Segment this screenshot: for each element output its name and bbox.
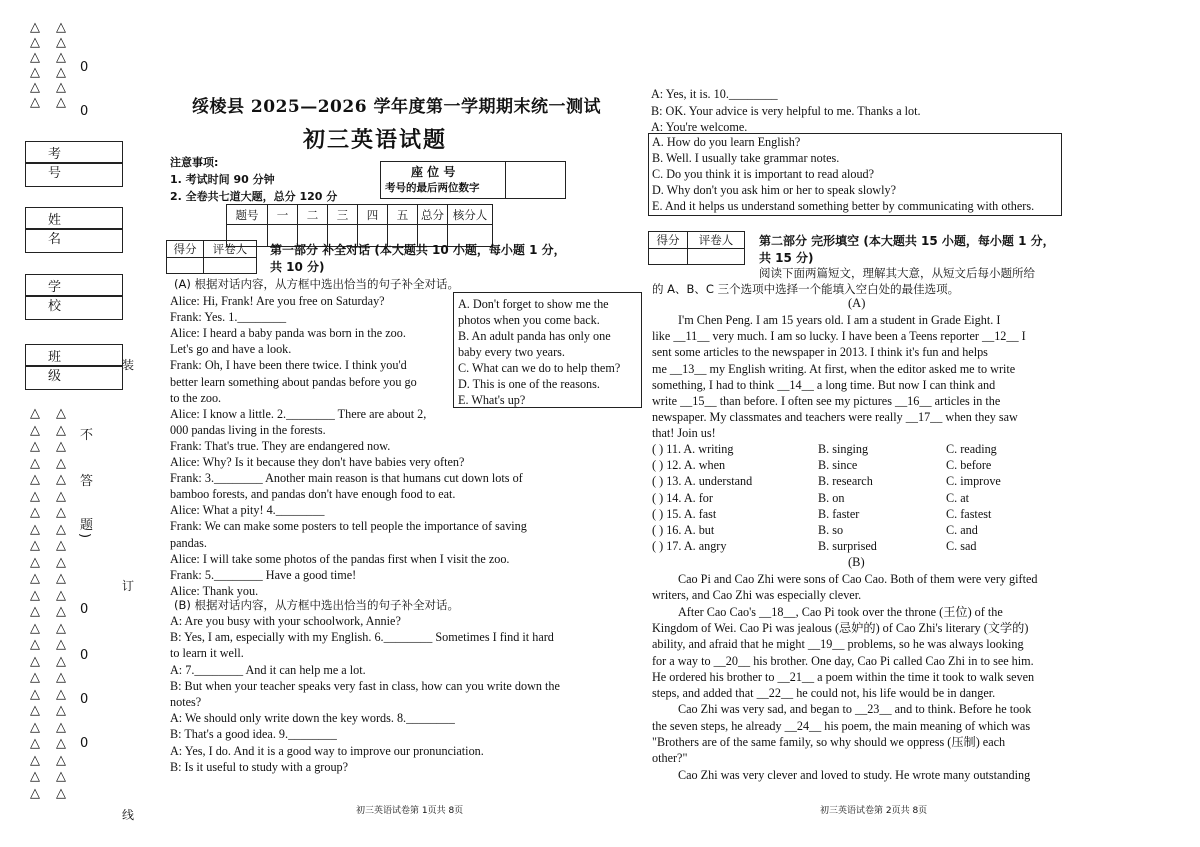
choice-option[interactable]: ( ) 17. A. angry xyxy=(652,539,727,554)
note-1: 1. 考试时间 90 分钟 xyxy=(170,173,275,186)
choice-option: B. so xyxy=(818,523,844,537)
passage-line: I'm Chen Peng. I am 15 years old. I am a student in Grade Eight. I xyxy=(678,313,1001,327)
option-line: E. And it helps us understand something better by communicating with others. xyxy=(652,199,1035,213)
score-label: 得分 xyxy=(649,232,688,249)
score-header: 一 xyxy=(268,205,298,225)
dialogue-line: 000 pandas living in the forests. xyxy=(170,422,326,437)
no-answer-paren: ) xyxy=(77,532,93,539)
triangle-column-bottom-2 xyxy=(56,406,66,802)
score-cell[interactable] xyxy=(167,258,204,274)
choice-option: B. research xyxy=(818,474,873,489)
triangle-mark: △ xyxy=(56,455,66,471)
passage-line: that! Join us! xyxy=(652,426,716,441)
triangle-mark: △ xyxy=(30,587,40,603)
choice-option: C. and xyxy=(946,523,978,537)
triangle-mark: △ xyxy=(56,554,66,570)
passage-line: something, I had to think __14__ a long time. But now I can think and xyxy=(652,377,996,392)
margin-zero: 0 xyxy=(80,104,89,119)
triangle-mark: △ xyxy=(30,637,40,652)
passage-line: Kingdom of Wei. Cao Pi was jealous (忌妒的) of Cao Zhi's literary (文学的) xyxy=(652,620,1029,635)
option-line: D. This is one of the reasons. xyxy=(458,377,600,391)
triangle-column-bottom xyxy=(30,406,40,802)
triangle-mark: △ xyxy=(30,488,40,504)
dialogue-line: A: Are you busy with your schoolwork, Annie? xyxy=(170,614,401,628)
triangle-mark: △ xyxy=(56,703,66,718)
passage-line: He ordered his brother to __21__ a poem within the time it took to walk seven xyxy=(652,669,1035,684)
choice-option: B. since xyxy=(818,458,858,473)
exam-title: 绥棱县 2025—2026 学年度第一学期期末统一测试 xyxy=(192,97,601,117)
dialogue-line: B: Is it useful to study with a group? xyxy=(170,759,349,774)
score-header: 二 xyxy=(298,205,328,225)
triangle-mark: △ xyxy=(30,703,40,718)
note-2: 2. 全卷共七道大题，总分 120 分 xyxy=(170,190,338,203)
choice-option[interactable]: ( ) 15. A. fast xyxy=(652,506,717,521)
triangle-mark: △ xyxy=(56,785,66,801)
choice-option: C. fastest xyxy=(946,506,992,521)
triangle-mark: △ xyxy=(56,752,66,768)
no-answer-char: 答 xyxy=(80,474,94,489)
choice-option[interactable]: ( ) 14. A. for xyxy=(652,490,713,505)
name-label: 姓 名 xyxy=(48,213,82,247)
score-header: 四 xyxy=(358,205,388,225)
triangle-mark: △ xyxy=(56,604,66,619)
no-answer-char: 不 xyxy=(80,428,94,443)
class-label-box xyxy=(25,344,123,384)
passage-line: After Cao Cao's __18__, Cao Pi took over the throne (王位) of the xyxy=(678,604,1003,619)
triangle-mark: △ xyxy=(56,653,66,669)
triangle-mark: △ xyxy=(30,422,40,438)
triangle-mark: △ xyxy=(56,422,66,438)
triangle-mark: △ xyxy=(56,769,66,784)
triangle-mark: △ xyxy=(30,604,40,619)
passage-a-label: (A) xyxy=(848,296,866,310)
dialogue-line: B: That's a good idea. 9.________ xyxy=(170,727,337,742)
margin-zero: 0 xyxy=(80,602,89,617)
triangle-mark: △ xyxy=(30,785,40,801)
choice-option[interactable]: ( ) 11. A. writing xyxy=(652,442,734,456)
dialogue-line: Alice: I know a little. 2.________ There are about 2, xyxy=(170,406,427,421)
choice-option: C. improve xyxy=(946,474,1001,489)
triangle-mark: △ xyxy=(30,686,40,702)
dialogue-line: A: We should only write down the key words. 8.________ xyxy=(170,711,455,726)
triangle-mark: △ xyxy=(30,554,40,570)
choice-option[interactable]: ( ) 13. A. understand xyxy=(652,474,753,489)
binding-char: 装 xyxy=(122,358,135,372)
passage-line: sent some articles to the newspaper in 2013. I think it's fun and helps xyxy=(652,345,988,360)
dialogue-line: Frank: Oh, I have been there twice. I think you'd xyxy=(170,358,407,373)
triangle-mark: △ xyxy=(30,538,40,553)
passage-line: the seven steps, he already __24__ his poem, the main meaning of which was xyxy=(652,718,1031,733)
dialogue-line: to learn it well. xyxy=(170,646,244,661)
page-footer-1: 初三英语试卷第 1页共 8页 xyxy=(356,806,464,816)
dialogue-line: bamboo forests, and pandas don't have enough food to eat. xyxy=(170,487,456,502)
dialogue-line: Frank: That's true. They are endangered now. xyxy=(170,438,391,453)
part2-score-table xyxy=(648,231,745,265)
choice-option[interactable]: ( ) 16. A. but xyxy=(652,523,715,537)
triangle-mark: △ xyxy=(56,587,66,603)
triangle-mark: △ xyxy=(30,719,40,735)
dialogue-line: Let's go and have a look. xyxy=(170,342,292,357)
triangle-mark: △ xyxy=(30,505,40,520)
passage-line: writers, and Cao Zhi was especially clever. xyxy=(652,588,862,603)
class-field[interactable] xyxy=(25,366,123,390)
part2-instruction: 阅读下面两篇短文，理解其大意，从短文后每小题所给 xyxy=(759,266,1035,280)
triangle-mark: △ xyxy=(56,538,66,553)
triangle-column-top: △ △ △ △ △ △ xyxy=(30,20,40,110)
triangle-mark: △ xyxy=(56,505,66,520)
score-header: 三 xyxy=(328,205,358,225)
triangle-mark: △ xyxy=(56,637,66,652)
page-footer-2: 初三英语试卷第 2页共 8页 xyxy=(820,806,928,816)
exam-number-label-box xyxy=(25,141,123,181)
margin-zero: 0 xyxy=(80,692,89,707)
triangle-mark: △ xyxy=(30,455,40,471)
passage-line: ability, and afraid that he might __19__ problems, so he was always looking xyxy=(652,637,1024,652)
dialogue-line: pandas. xyxy=(170,535,207,550)
score-header: 总分 xyxy=(418,205,448,225)
exam-number-field[interactable] xyxy=(25,163,123,187)
notes-title: 注意事项: xyxy=(170,156,219,169)
dialogue-line: B: Yes, I am, especially with my English. 6.________ Sometimes I find it hard xyxy=(170,630,554,645)
dialogue-line: better learn something about pandas before you go xyxy=(170,374,417,389)
exam-subtitle: 初三英语试题 xyxy=(303,127,448,153)
name-label-box xyxy=(25,207,123,247)
option-line: photos when you come back. xyxy=(458,313,600,327)
score-label: 得分 xyxy=(167,241,204,258)
choice-option: B. surprised xyxy=(818,539,877,554)
seat-label: 座 位 号 xyxy=(411,165,456,179)
choice-option: C. reading xyxy=(946,442,997,456)
passage-line: newspaper. My classmates and teachers were really __17__ when they saw xyxy=(652,410,1018,425)
option-line: B. An adult panda has only one xyxy=(458,329,611,343)
triangle-mark: △ xyxy=(56,670,66,685)
dialogue-line: A: Yes, I do. And it is a good way to improve our pronunciation. xyxy=(170,743,484,758)
school-label-box xyxy=(25,274,123,314)
margin-zero: 0 xyxy=(80,736,89,751)
triangle-mark: △ xyxy=(30,620,40,636)
dialogue-line: A: 7.________ And it can help me a lot. xyxy=(170,662,366,677)
option-line: B. Well. I usually take grammar notes. xyxy=(652,151,840,165)
choice-option: C. before xyxy=(946,458,992,473)
dialogue-line: Frank: 5.________ Have a good time! xyxy=(170,567,357,582)
seat-number-input[interactable] xyxy=(506,162,564,197)
triangle-mark: △ xyxy=(56,736,66,751)
triangle-mark: △ xyxy=(30,472,40,487)
grader-label: 评卷人 xyxy=(688,232,745,249)
part1-heading-2: 共 10 分) xyxy=(270,260,325,274)
triangle-mark: △ xyxy=(30,521,40,537)
part2-heading-2: 共 15 分) xyxy=(759,251,814,265)
choice-option: C. sad xyxy=(946,539,977,554)
dialogue-line: Alice: Why? Is it because they don't have babies very often? xyxy=(170,455,465,469)
dialogue-line: B: But when your teacher speaks very fast in class, how can you write down the xyxy=(170,678,560,693)
passage-line: other?" xyxy=(652,751,688,766)
part1-heading: 第一部分 补全对话 (本大题共 10 小题，每小题 1 分， xyxy=(270,243,566,257)
triangle-mark: △ xyxy=(30,670,40,685)
dialogue-line: notes? xyxy=(170,695,202,709)
choice-option: B. on xyxy=(818,490,845,505)
choice-option: B. faster xyxy=(818,506,860,521)
passage-line: Cao Pi and Cao Zhi were sons of Cao Cao. Both of them were very gifted xyxy=(678,572,1038,586)
triangle-mark: △ xyxy=(56,571,66,586)
school-label: 学 校 xyxy=(48,280,82,314)
triangle-mark: △ xyxy=(56,686,66,702)
dialogue-line: Alice: I heard a baby panda was born in the zoo. xyxy=(170,326,406,341)
margin-zero: 0 xyxy=(80,60,89,75)
dialogue-line: A: Yes, it is. 10.________ xyxy=(651,87,778,101)
dialogue-line: Frank: 3.________ Another main reason is that humans cut down lots of xyxy=(170,471,523,486)
option-line: baby every two years. xyxy=(458,345,565,359)
passage-line: for a way to __20__ his brother. One day, Cao Pi called Cao Zhi in to see him. xyxy=(652,653,1034,668)
part1-section-a: (A) 根据对话内容，从方框中选出恰当的句子补全对话。 xyxy=(174,277,459,291)
triangle-mark: △ xyxy=(30,439,40,454)
triangle-mark: △ xyxy=(30,752,40,768)
option-line: C. What can we do to help them? xyxy=(458,361,621,375)
part1-section-b: (B) 根据对话内容，从方框中选出恰当的句子补全对话。 xyxy=(174,598,460,612)
score-cell[interactable] xyxy=(204,258,257,274)
triangle-mark: △ xyxy=(30,653,40,669)
name-field[interactable] xyxy=(25,229,123,253)
dialogue-line: Alice: Hi, Frank! Are you free on Saturday? xyxy=(170,294,385,308)
part2-instruction-2: 的 A、B、C 三个选项中选择一个能填入空白处的最佳选项。 xyxy=(652,282,960,296)
option-line: A. Don't forget to show me the xyxy=(458,297,609,311)
score-cell[interactable] xyxy=(688,249,745,265)
passage-line: me __13__ my English writing. At first, when the editor asked me to write xyxy=(652,361,1016,376)
option-line: A. How do you learn English? xyxy=(652,135,801,149)
no-answer-char: 题 xyxy=(80,518,94,533)
option-line: C. Do you think it is important to read aloud? xyxy=(652,167,875,181)
class-label: 班 级 xyxy=(48,350,82,384)
option-line: D. Why don't you ask him or her to speak slowly? xyxy=(652,183,896,197)
grader-label: 评卷人 xyxy=(204,241,257,258)
triangle-mark: △ xyxy=(56,719,66,735)
passage-line: write __15__ than before. I often see my pictures __16__ articles in the xyxy=(652,394,1001,408)
triangle-mark: △ xyxy=(30,571,40,586)
triangle-mark: △ xyxy=(30,736,40,751)
dialogue-line: B: OK. Your advice is very helpful to me. Thanks a lot. xyxy=(651,103,921,118)
triangle-column-top-2: △ △ △ △ △ △ xyxy=(56,20,66,110)
triangle-mark: △ xyxy=(56,521,66,537)
score-header: 核分人 xyxy=(448,205,493,225)
triangle-mark: △ xyxy=(30,769,40,784)
passage-line: steps, and added that __22__ he could not, his life would be in danger. xyxy=(652,686,996,701)
triangle-mark: △ xyxy=(56,620,66,636)
passage-line: "Brothers are of the same family, so why should we oppress (压制) each xyxy=(652,735,1006,749)
school-field[interactable] xyxy=(25,296,123,320)
triangle-mark: △ xyxy=(56,488,66,504)
dialogue-line: A: You're welcome. xyxy=(651,120,748,134)
triangle-mark: △ xyxy=(56,406,66,421)
choice-option: C. at xyxy=(946,490,970,505)
margin-zero: 0 xyxy=(80,648,89,663)
dialogue-line: Alice: I will take some photos of the pandas first when I visit the zoo. xyxy=(170,551,510,566)
passage-line: Cao Zhi was very clever and loved to study. He wrote many outstanding xyxy=(678,767,1031,782)
dialogue-line: to the zoo. xyxy=(170,390,222,405)
dialogue-line: Frank: Yes. 1.________ xyxy=(170,310,287,325)
choice-option: B. singing xyxy=(818,442,869,456)
part1-score-table xyxy=(166,240,257,274)
triangle-mark: △ xyxy=(56,472,66,487)
score-header: 五 xyxy=(388,205,418,225)
dialogue-line: Frank: We can make some posters to tell people the importance of saving xyxy=(170,519,527,534)
triangle-mark: △ xyxy=(30,406,40,421)
passage-line: Cao Zhi was very sad, and began to __23__ and to think. Before he took xyxy=(678,702,1032,717)
part2-heading: 第二部分 完形填空 (本大题共 15 小题，每小题 1 分， xyxy=(759,234,1055,248)
seat-hint: 考号的最后两位数字 xyxy=(385,182,480,194)
dialogue-line: Alice: What a pity! 4.________ xyxy=(170,503,325,518)
choice-option[interactable]: ( ) 12. A. when xyxy=(652,458,726,473)
option-line: E. What's up? xyxy=(458,393,526,407)
triangle-mark: △ xyxy=(56,439,66,454)
score-header: 题号 xyxy=(227,205,268,225)
exam-number-label: 考 号 xyxy=(48,147,82,181)
binding-char: 线 xyxy=(122,808,135,822)
passage-b-label: (B) xyxy=(848,555,865,569)
dialogue-line: Alice: Thank you. xyxy=(170,583,259,598)
binding-char: 订 xyxy=(122,579,135,593)
score-cell[interactable] xyxy=(649,249,688,265)
passage-line: like __11__ very much. I am so lucky. I have been a Teens reporter __12__ I xyxy=(652,329,1026,344)
